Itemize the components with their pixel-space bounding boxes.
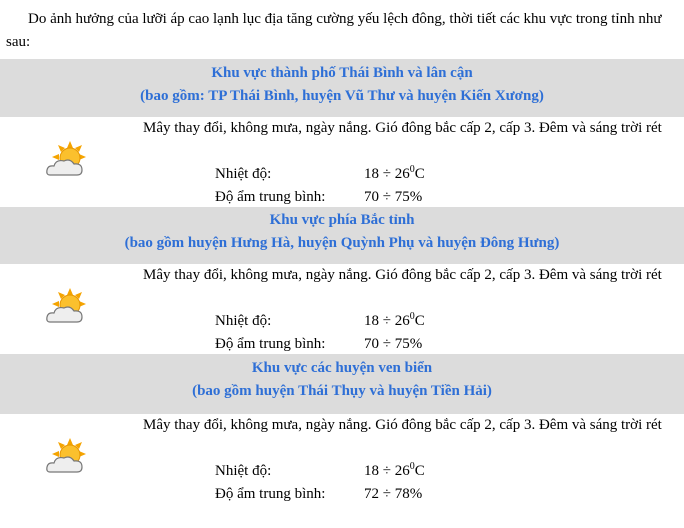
humidity-label: Độ ẩm trung bình: <box>215 189 326 205</box>
region-title: Khu vực thành phố Thái Bình và lân cận <box>211 65 473 81</box>
region-title: Khu vực các huyện ven biển <box>251 360 433 376</box>
region-body-coastal <box>0 414 684 514</box>
sun-behind-cloud-icon <box>44 139 88 183</box>
sun-behind-cloud-icon <box>44 436 88 480</box>
region-header-city <box>0 59 684 117</box>
weather-description: Mây thay đổi, không mưa, ngày nắng. Gió đông bắc cấp 2, cấp 3. Đêm và sáng trời rét <box>143 417 662 433</box>
region-body-city <box>0 117 684 207</box>
temperature-label: Nhiệt độ: <box>215 166 272 182</box>
humidity-value: 72 ÷ 78% <box>364 486 423 502</box>
region-header-north <box>0 207 684 264</box>
temperature-value: $18 \div 26^0C$ <box>364 311 425 329</box>
region-body-north <box>0 264 684 354</box>
humidity-label: Độ ẩm trung bình: <box>215 336 326 352</box>
sun-behind-cloud-icon <box>44 286 88 330</box>
intro-text: Do ảnh hưởng của lưỡi áp cao lạnh lục địa tăng cường yếu lệch đông, thời tiết các khu vực trong tỉnh như sau: <box>6 11 662 50</box>
temperature-label: Nhiệt độ: <box>215 463 272 479</box>
region-title: Khu vực phía Bắc tỉnh <box>269 212 415 228</box>
humidity-value: 70 ÷ 75% <box>364 189 423 205</box>
weather-description: Mây thay đổi, không mưa, ngày nắng. Gió đông bắc cấp 2, cấp 3. Đêm và sáng trời rét <box>143 267 662 283</box>
region-header-coastal <box>0 354 684 414</box>
temperature-value: $18 \div 26^0C$ <box>364 164 425 182</box>
region-subtitle: (bao gồm: TP Thái Bình, huyện Vũ Thư và huyện Kiến Xương) <box>140 88 544 104</box>
weather-description: Mây thay đổi, không mưa, ngày nắng. Gió đông bắc cấp 2, cấp 3. Đêm và sáng trời rét <box>143 120 662 136</box>
region-subtitle: (bao gồm huyện Hưng Hà, huyện Quỳnh Phụ và huyện Đông Hưng) <box>124 235 560 251</box>
humidity-label: Độ ẩm trung bình: <box>215 486 326 502</box>
humidity-value: 70 ÷ 75% <box>364 336 423 352</box>
region-subtitle: (bao gồm huyện Thái Thụy và huyện Tiền Hải) <box>192 383 492 399</box>
temperature-value: $18 \div 26^0C$ <box>364 461 425 479</box>
temperature-label: Nhiệt độ: <box>215 313 272 329</box>
